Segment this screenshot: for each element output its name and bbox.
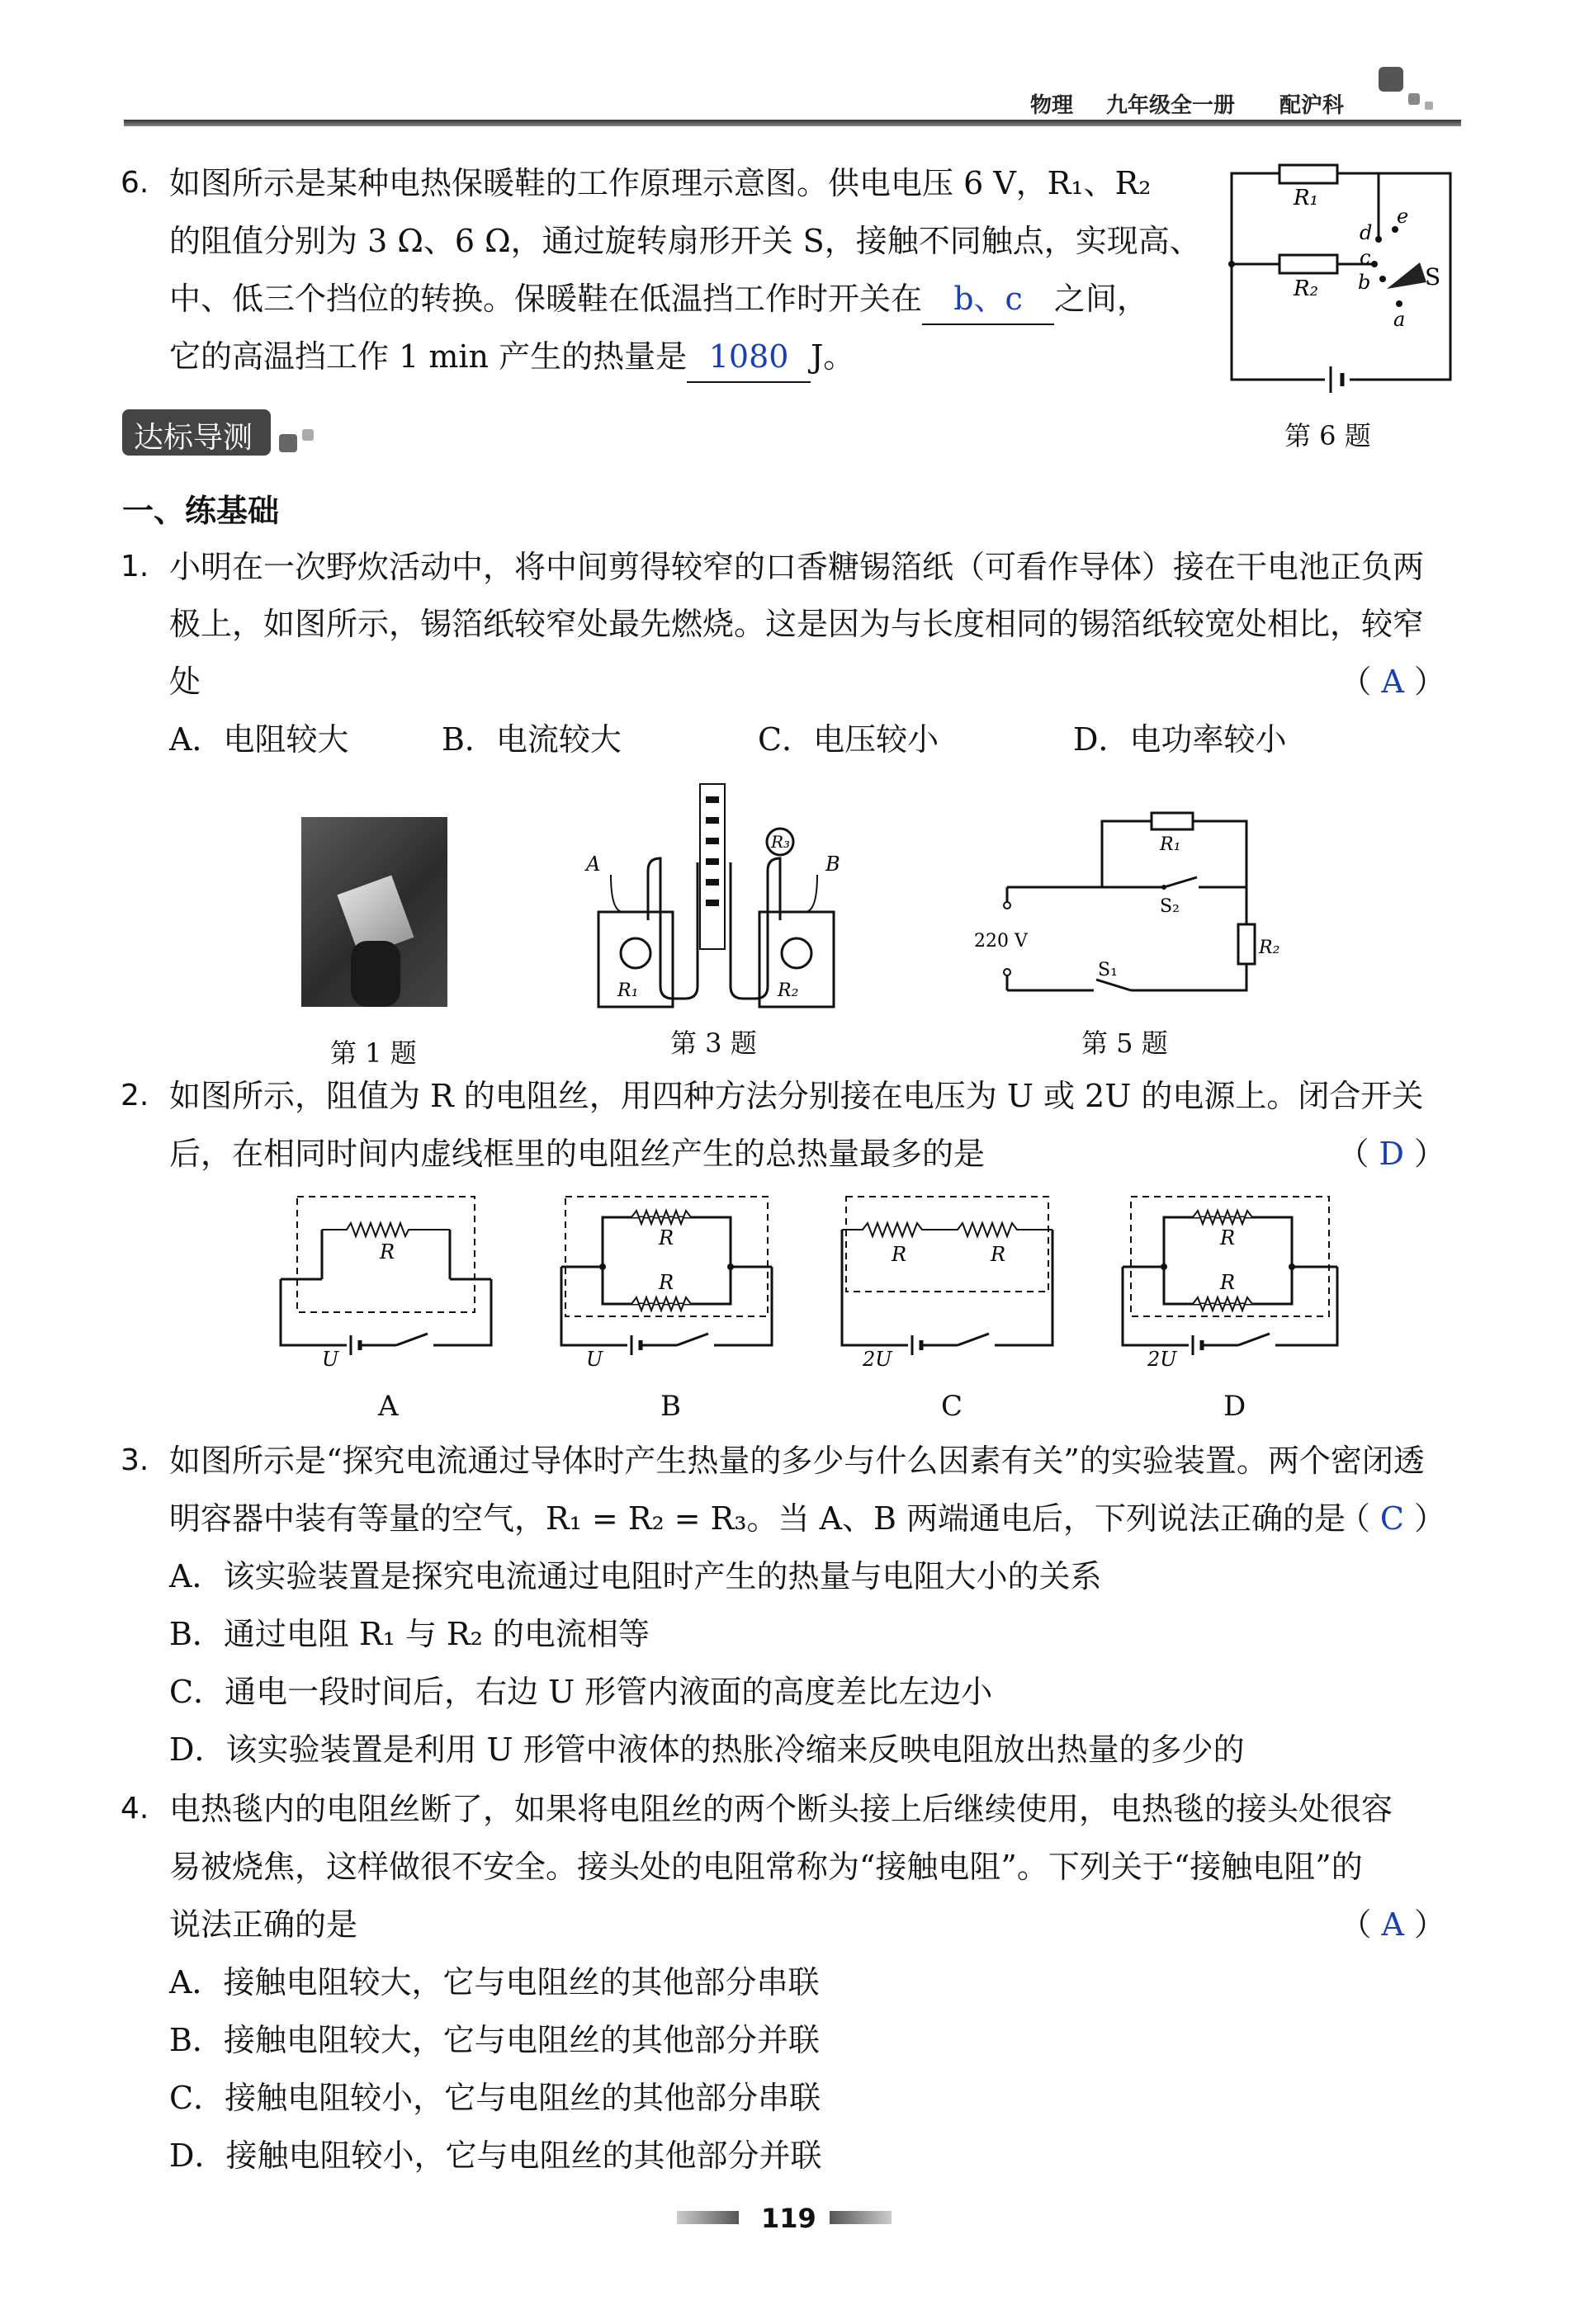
resistor-r-top	[1193, 1211, 1252, 1224]
figure-caption: 第 1 题	[330, 1037, 417, 1069]
fan-switch	[1387, 262, 1426, 289]
option-b: B．电流较大	[442, 721, 622, 758]
svg-text:2U: 2U	[863, 1348, 892, 1371]
circuit-c	[834, 1188, 1065, 1378]
svg-text:R: R	[1220, 1226, 1236, 1249]
page-footer	[660, 2199, 908, 2241]
resistor-r2	[1279, 255, 1337, 273]
label-r2: R₂	[1294, 276, 1318, 301]
answer-blank: b、c	[922, 274, 1054, 325]
svg-text:U: U	[322, 1348, 339, 1371]
question-number: 1.	[121, 550, 149, 583]
question-text: 小明在一次野炊活动中，将中间剪得较窄的口香糖锡箔纸（可看作导体）接在干电池正负两	[169, 549, 1425, 585]
foil-photo	[301, 817, 447, 1007]
label-c: c	[1360, 246, 1371, 269]
question-text: 的阻值分别为 3 Ω、6 Ω，通过旋转扇形开关 S，接触不同触点，实现高、	[169, 223, 1201, 259]
section-badge: 达标导测	[122, 409, 271, 456]
label-d: d	[1360, 221, 1373, 244]
header-square-small	[1408, 93, 1420, 105]
question-text: 中、低三个挡位的转换。保暖鞋在低温挡工作时开关在 b、c 之间，	[169, 274, 1148, 325]
option-c: C．通电一段时间后，右边 U 形管内液面的高度差比左边小	[169, 1674, 993, 1710]
label-r1: R₁	[1294, 186, 1318, 210]
question-number: 2.	[121, 1079, 149, 1112]
option-a: A．接触电阻较大，它与电阻丝的其他部分串联	[169, 1964, 820, 2000]
contact-b	[1379, 276, 1386, 282]
answer-paren: （ A ）	[1340, 1906, 1445, 1943]
circuit-label: B	[660, 1390, 681, 1423]
resistor-r-bottom	[1193, 1297, 1252, 1311]
resistor-r1	[1152, 813, 1193, 829]
circuit-b	[553, 1188, 784, 1378]
answer: C	[1379, 1500, 1404, 1537]
header-rule	[124, 120, 1461, 126]
badge-square	[279, 434, 297, 452]
switch-s1	[1096, 980, 1131, 990]
question-text: 如图所示是“探究电流通过导体时产生热量的多少与什么因素有关”的实验装置。两个密闭透	[169, 1443, 1425, 1479]
label-a: A	[586, 853, 601, 876]
option-d: D．接触电阻较小，它与电阻丝的其他部分并联	[169, 2137, 822, 2174]
answer: D	[1379, 1136, 1404, 1172]
question-text: 处	[169, 664, 201, 700]
question-text: 它的高温挡工作 1 min 产生的热量是 1080 J。	[169, 332, 854, 383]
resistors-series	[842, 1223, 1052, 1236]
dashed-frame	[846, 1197, 1048, 1292]
contact-d	[1375, 236, 1382, 243]
header-square-tiny	[1425, 102, 1433, 110]
svg-text:U: U	[586, 1348, 603, 1371]
circuit-label: C	[941, 1390, 963, 1423]
answer: A	[1381, 1906, 1404, 1943]
dashed-frame	[1131, 1197, 1329, 1316]
question-text: 说法正确的是	[169, 1906, 358, 1943]
question-text: 后，在相同时间内虚线框里的电阻丝产生的总热量最多的是	[169, 1136, 986, 1172]
option-b: B．通过电阻 R₁ 与 R₂ 的电流相等	[169, 1616, 650, 1652]
question-text: 电热毯内的电阻丝断了，如果将电阻丝的两个断头接上后继续使用，电热毯的接头处很容	[169, 1791, 1393, 1827]
subheading: 一、练基础	[122, 493, 280, 529]
label-s1: S₁	[1098, 960, 1118, 980]
header-grade: 九年级全一册	[1106, 93, 1236, 118]
resistor-r-top	[631, 1211, 691, 1224]
answer-paren: （ A ）	[1340, 664, 1445, 700]
figure-caption: 第 3 题	[670, 1027, 757, 1059]
question-text: 如图所示，阻值为 R 的电阻丝，用四种方法分别接在电压为 U 或 2U 的电源上。闭合开关	[169, 1078, 1424, 1114]
question-text: 易被烧焦，这样做很不安全。接头处的电阻常称为“接触电阻”。下列关于“接触电阻”的	[169, 1849, 1363, 1885]
question-text: 极上，如图所示，锡箔纸较窄处最先燃烧。这是因为与长度相同的锡箔纸较宽处相比，较窄	[169, 606, 1425, 642]
resistor-r	[322, 1223, 450, 1236]
answer: A	[1381, 664, 1404, 700]
label-s2: S₂	[1160, 896, 1180, 917]
label-voltage: 220 V	[974, 931, 1028, 952]
switch-s2	[1164, 877, 1197, 887]
question-number: 6.	[121, 166, 149, 200]
label-r3: R₃	[771, 832, 791, 852]
label-r2: R₂	[778, 980, 799, 1001]
switch	[677, 1334, 708, 1345]
label-r2: R₂	[1259, 938, 1280, 958]
resistor-r1	[1279, 165, 1337, 183]
label-e: e	[1397, 205, 1409, 228]
answer-paren: （ C ）	[1338, 1500, 1445, 1537]
page-header	[124, 78, 1461, 136]
badge-square-small	[302, 429, 314, 441]
question-number: 3.	[121, 1443, 149, 1477]
svg-text:R: R	[892, 1243, 907, 1266]
svg-text:R: R	[659, 1271, 674, 1294]
resistor-r2	[1238, 924, 1255, 964]
label-s: S	[1425, 263, 1441, 290]
switch	[958, 1334, 989, 1345]
svg-text:2U: 2U	[1147, 1348, 1177, 1371]
option-d: D．该实验装置是利用 U 形管中液体的热胀冷缩来反映电阻放出热量的多少的	[169, 1731, 1245, 1768]
option-a: A．电阻较大	[169, 721, 349, 758]
option-c: C．接触电阻较小，它与电阻丝的其他部分串联	[169, 2080, 821, 2116]
header-edition: 配沪科	[1279, 93, 1345, 118]
q6-circuit-figure	[1222, 157, 1461, 396]
switch	[396, 1334, 428, 1345]
footer-bar-left	[677, 2211, 739, 2224]
figure-caption: 第 5 题	[1081, 1027, 1168, 1059]
svg-text:R: R	[659, 1226, 674, 1249]
answer-blank: 1080	[687, 332, 811, 383]
circuit-label: D	[1223, 1390, 1246, 1423]
page-number: 119	[761, 2203, 816, 2234]
contact-c	[1371, 261, 1378, 267]
question-number: 4.	[121, 1792, 149, 1826]
label-b: B	[825, 853, 840, 876]
question-text: 如图所示是某种电热保暖鞋的工作原理示意图。供电电压 6 V，R₁、R₂	[169, 165, 1152, 201]
q3-apparatus-figure	[578, 780, 850, 1019]
label-r1: R₁	[1160, 834, 1181, 855]
label-a: a	[1393, 308, 1406, 331]
question-text: 明容器中装有等量的空气，R₁ = R₂ = R₃。当 A、B 两端通电后，下列说法正确的是	[169, 1500, 1346, 1537]
svg-text:R: R	[1220, 1271, 1236, 1294]
q5-circuit-figure	[966, 805, 1296, 1011]
footer-bar-right	[830, 2211, 892, 2224]
svg-text:R: R	[380, 1240, 395, 1264]
option-d: D．电功率较小	[1073, 721, 1287, 758]
label-b: b	[1358, 271, 1371, 294]
resistor-r-bottom	[631, 1297, 691, 1311]
ruler-scale	[700, 784, 725, 949]
circuit-label: A	[378, 1390, 399, 1423]
option-a: A．该实验装置是探究电流通过电阻时产生的热量与电阻大小的关系	[169, 1558, 1102, 1594]
svg-text:R: R	[991, 1243, 1006, 1266]
header-subject: 物理	[1030, 93, 1074, 118]
option-c: C．电压较小	[758, 721, 939, 758]
circuit-d	[1114, 1188, 1346, 1378]
header-square-large	[1379, 67, 1403, 92]
label-r1: R₁	[617, 980, 639, 1001]
circuit-a	[272, 1188, 504, 1378]
figure-caption: 第 6 题	[1284, 420, 1371, 451]
switch	[1238, 1334, 1270, 1345]
answer-paren: （ D ）	[1337, 1136, 1445, 1172]
option-b: B．接触电阻较大，它与电阻丝的其他部分并联	[169, 2022, 820, 2058]
